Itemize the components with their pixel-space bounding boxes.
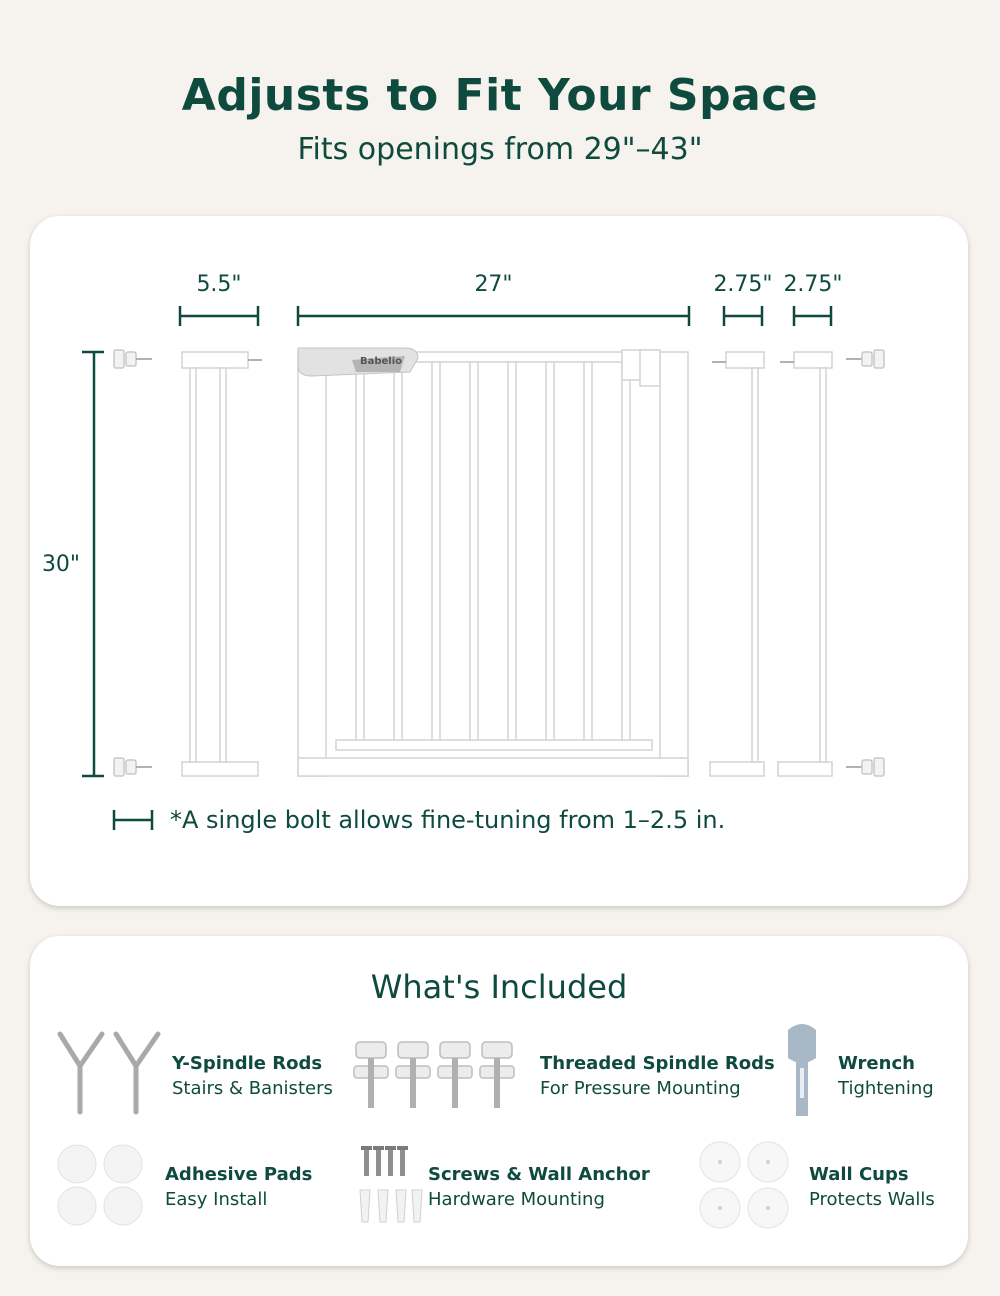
item-name-wall-cups: Wall Cups [809, 1164, 909, 1185]
item-desc-wall-cups: Protects Walls [809, 1189, 935, 1210]
dim-5-5: 5.5" [196, 272, 242, 297]
item-desc-adhesive-pads: Easy Install [165, 1189, 268, 1210]
item-name-screws: Screws & Wall Anchor [428, 1164, 650, 1185]
dim-2-75-a: 2.75" [713, 272, 773, 297]
wrench-icon [788, 1024, 816, 1116]
adhesive-pads-icon [58, 1145, 142, 1225]
item-name-wrench: Wrench [838, 1053, 915, 1074]
page-subtitle: Fits openings from 29"–43" [297, 132, 703, 167]
dim-2-75-b: 2.75" [783, 272, 843, 297]
dim-27: 27" [474, 272, 513, 297]
threaded-spindle-rods-icon [354, 1042, 514, 1108]
included-title: What's Included [370, 968, 628, 1006]
item-desc-screws: Hardware Mounting [428, 1189, 605, 1210]
item-desc-wrench: Tightening [838, 1078, 934, 1099]
item-name-threaded-spindle: Threaded Spindle Rods [540, 1053, 775, 1074]
screws-anchor-icon [360, 1146, 422, 1222]
gate-brand-logo: Babelio [360, 356, 403, 367]
item-name-adhesive-pads: Adhesive Pads [165, 1164, 313, 1185]
item-desc-threaded-spindle: For Pressure Mounting [540, 1078, 741, 1099]
item-desc-y-spindle: Stairs & Banisters [172, 1078, 333, 1099]
fine-tuning-note: *A single bolt allows fine-tuning from 1–2.5 in. [170, 806, 726, 834]
item-name-y-spindle: Y-Spindle Rods [172, 1053, 323, 1074]
page-title: Adjusts to Fit Your Space [181, 70, 819, 121]
dim-30: 30" [41, 552, 81, 577]
y-spindle-rods-icon [60, 1034, 158, 1112]
wall-cups-icon [700, 1142, 788, 1228]
